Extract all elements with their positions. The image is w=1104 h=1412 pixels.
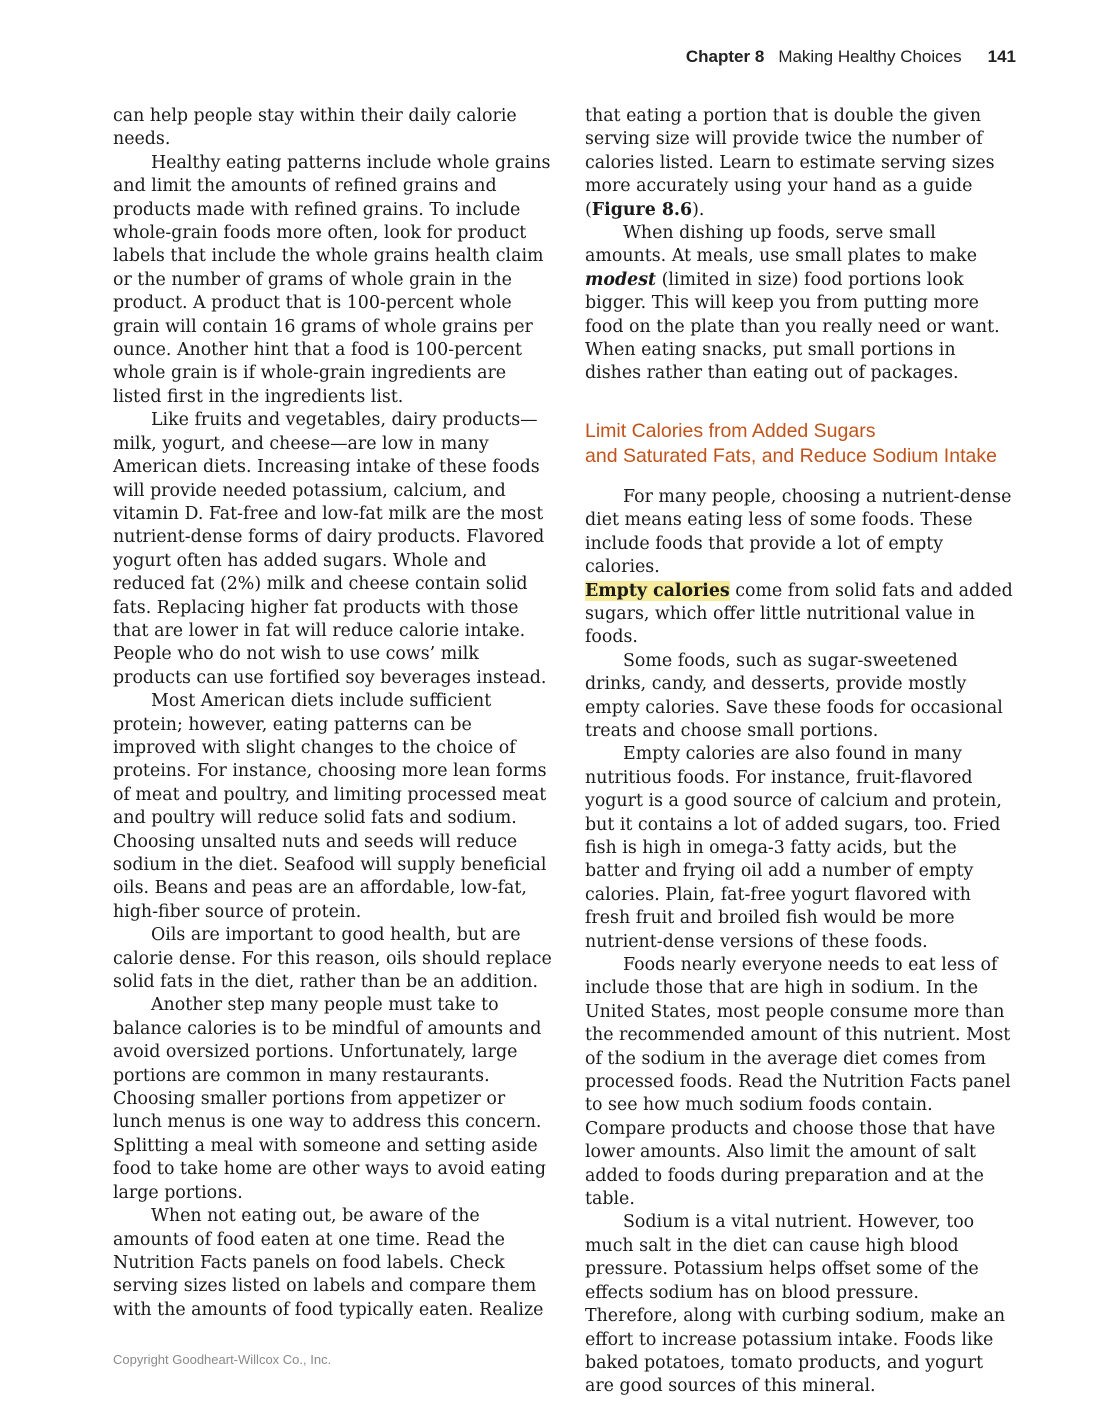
paragraph <box>585 580 1015 650</box>
chapter-label: Chapter 8 <box>685 47 765 66</box>
paragraph: Like fruits and vegetables, dairy products—milk, yogurt, and cheese—are low in many American diets. Increasing intake of these foods will provide needed potassium, calcium, and vitamin D. Fat-free and low-fat milk are the most nutrient-dense forms of dairy products. Flavored yogurt often has added sugars. Whole and reduced fat (2%) milk and cheese contain solid fats. Replacing higher fat products with those that are lower in fat will reduce calorie intake. People who do not wish to use cows’ milk products can use fortified soy beverages instead. <box>113 410 547 688</box>
section-heading-line: and Saturated Fats, and Reduce Sodium Intake <box>585 444 997 467</box>
paragraph: Empty calories are also found in many nutritious foods. For instance, fruit-flavored yogurt is a good source of calcium and protein, but it contains a lot of added sugars, too. Fried fish is high in omega-3 fatty acids, but the batter and frying oil add a number of empty calories. Plain, fat-free yogurt flavored with fresh fruit and broiled fish would be more nutrient-dense versions of these foods. <box>585 744 1002 952</box>
paragraph-text: come from solid fats and added sugars, which offer little nutritional value in foods. <box>585 580 1013 648</box>
copyright-footer: Copyright Goodheart-Willcox Co., Inc. <box>113 1352 332 1367</box>
vocabulary-term: modest <box>585 269 657 290</box>
paragraph: Some foods, such as sugar-sweetened drinks, candy, and desserts, provide mostly empty calories. Save these foods for occasional treats and choose small portions. <box>585 650 1003 741</box>
page-number: 141 <box>987 47 1016 66</box>
paragraph: For many people, choosing a nutrient-dense diet means eating less of some foods. These include foods that provide a lot of empty calories. <box>585 486 1012 578</box>
paragraph <box>585 105 1015 222</box>
running-header <box>686 47 1016 67</box>
paragraph: Foods nearly everyone needs to eat less of include those that are high in sodium. In the United States, most people consume more than the recommended amount of this nutrient. Most of the sodium in the average diet comes from processed foods. Read the Nutrition Facts panel to see how much sodium foods contain. Compare products and choose those that have lower amounts. Also limit the amount of salt added to foods during preparation and at the table. <box>585 955 1011 1210</box>
paragraph: Healthy eating patterns include whole grains and limit the amounts of refined grains and products made with refined grains. To include whole-grain foods more often, look for product labels that include the whole grains health claim or the number of grams of whole grain in the product. A product that is 100-percent whole grain will contain 16 grams of whole grains per ounce. Another hint that a food is 100-percent whole grain is if whole-grain ingredients are listed first in the ingredients list. <box>113 152 551 407</box>
paragraph: Another step many people must take to balance calories is to be mindful of amounts and avoid oversized portions. Unfortunately, large portions are common in many restaurants. Choosing smaller portions from appetizer or lunch menus is one way to address this concern. Splitting a meal with someone and setting aside food to take home are other ways to avoid eating large portions. <box>113 995 546 1203</box>
paragraph: Sodium is a vital nutrient. However, too much salt in the diet can cause high blood pressure. Potassium helps offset some of the effects sodium has on blood pressure. Therefore, along with curbing sodium, make an effort to increase potassium intake. Foods like baked potatoes, tomato products, and yogurt are good sources of this mineral. <box>585 1212 1006 1397</box>
right-column <box>585 105 1015 1399</box>
left-column <box>113 105 553 1322</box>
paragraph-text: that eating a portion that is double the given serving size will provide twice the number of calories listed. Learn to estimate serving sizes more accurately using your hand as a guide ( <box>585 106 995 220</box>
paragraph: Oils are important to good health, but are calorie dense. For this reason, oils should replace solid fats in the diet, rather than be an addition. <box>113 925 552 993</box>
key-term-highlight: Empty calories <box>585 580 730 601</box>
paragraph <box>585 222 1015 386</box>
section-heading-line: Limit Calories from Added Sugars <box>585 419 876 442</box>
section-heading <box>585 419 1015 469</box>
paragraph-text: When dishing up foods, serve small amounts. At meals, use small plates to make <box>585 223 978 267</box>
chapter-title: Making Healthy Choices <box>778 47 962 66</box>
paragraph: When not eating out, be aware of the amounts of food eaten at one time. Read the Nutrition Facts panels on food labels. Check serving sizes listed on labels and compare them with the amounts of food typically eaten. Realize <box>113 1206 544 1320</box>
paragraph: Most American diets include sufficient protein; however, eating patterns can be improved with slight changes to the choice of proteins. For instance, choosing more lean forms of meat and poultry, and limiting processed meat and poultry will reduce solid fats and sodium. Choosing unsalted nuts and seeds will reduce sodium in the diet. Seafood will supply beneficial oils. Beans and peas are an affordable, low-fat, high-fiber source of protein. <box>113 691 547 922</box>
paragraph: can help people stay within their daily calorie needs. <box>113 106 517 150</box>
figure-reference[interactable]: Figure 8.6 <box>591 199 693 220</box>
paragraph-text: (limited in size) food portions look bigger. This will keep you from putting more food on the plate than you really need or want. When eating snacks, put small portions in dishes rather than eating out of packages. <box>585 269 1000 384</box>
paragraph-text: ). <box>692 199 705 220</box>
